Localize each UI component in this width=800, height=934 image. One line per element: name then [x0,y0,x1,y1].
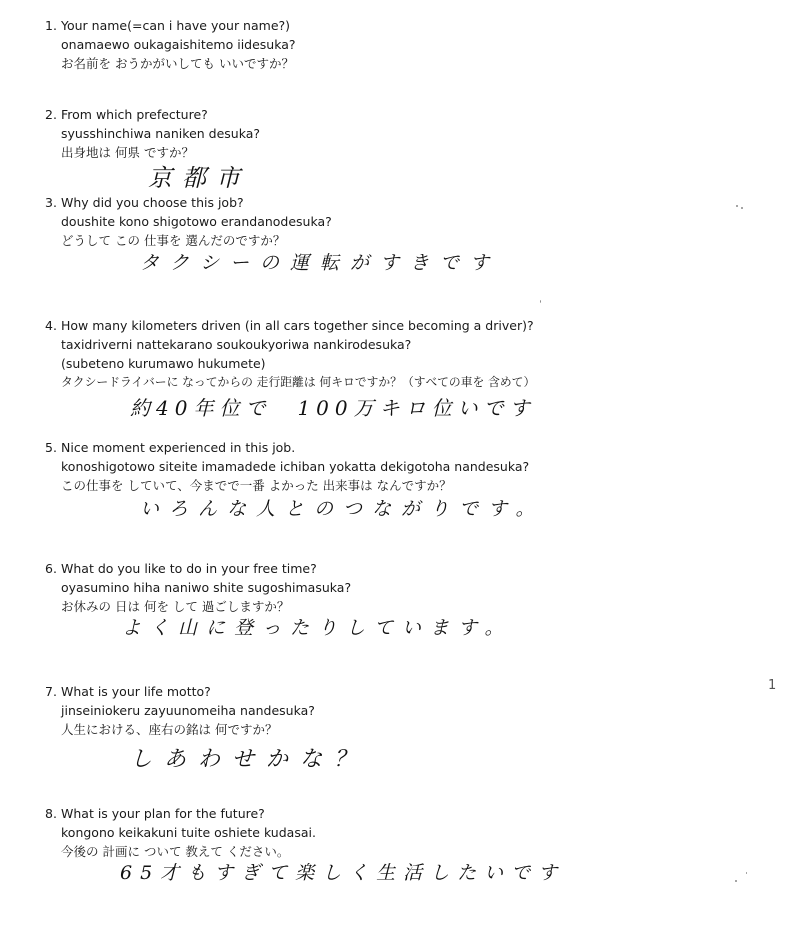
question-english: How many kilometers driven (in all cars together since becoming a driver)? [61,318,534,333]
question-romaji: syusshinchiwa naniken desuka? [61,126,261,141]
question-romaji-note: (subeteno kurumawo hukumete) [61,356,266,371]
scan-speck [746,872,747,874]
question-number: 5. [45,440,57,455]
question-japanese: お休みの 日は 何を して 過ごしますか？ [61,599,290,614]
question-japanese: 今後の 計画に ついて 教えて ください。 [61,844,290,859]
question-3 [45,193,332,250]
handwritten-answer-3: タクシーの運転がすきです [140,252,501,274]
question-english: What is your plan for the future? [61,806,265,821]
cut-off-question-9 [45,928,465,934]
question-romaji: taxidriverni nattekarano soukoukyoriwa nankirodesuka? [61,337,412,352]
question-english: Nice moment experienced in this job. [61,440,296,455]
question-5 [45,438,529,495]
question-7 [45,682,315,739]
question-number: 2. [45,107,57,122]
question-number: 8. [45,806,57,821]
question-number: 6. [45,561,57,576]
handwritten-answer-7: しあわせかな？ [130,747,369,772]
question-japanese: タクシードライバーに なってからの 走行距離は 何キロですか？（すべての車を 含めて） [61,375,536,389]
question-english: Your name(=can i have your name?) [61,18,291,33]
question-number: 4. [45,318,57,333]
scan-speck [540,300,541,303]
question-2 [45,105,260,162]
question-romaji: jinseiniokeru zayuunomeiha nandesuka? [61,703,315,718]
scan-speck [741,207,743,209]
question-english: From which prefecture? [61,107,208,122]
question-japanese: 人生における、座右の銘は 何ですか？ [61,722,278,737]
question-japanese: 出身地は 何県 ですか？ [61,145,194,160]
question-romaji: oyasumino hiha naniwo shite sugoshimasuka? [61,580,352,595]
question-8 [45,804,316,861]
question-1 [45,16,296,73]
question-romaji: doushite kono shigotowo erandanodesuka? [61,214,332,229]
question-number: 1. [45,18,57,33]
question-japanese: どうして この 仕事を 選んだのですか？ [61,233,286,248]
handwritten-answer-4: 約40年位で 100万キロ位いです [130,396,536,420]
question-english: What do you like to do in your free time? [61,561,317,576]
question-english: Why did you choose this job? [61,195,244,210]
question-japanese: お名前を おうかがいしても いいですか？ [61,56,294,71]
handwritten-answer-6: よく山に登ったりしています。 [122,617,513,639]
question-romaji: kongono keikakuni tuite oshiete kudasai. [61,825,316,840]
question-6 [45,559,351,616]
question-english: What is your life motto? [61,684,211,699]
handwritten-answer-2: 京都市 [148,164,250,192]
question-romaji: onamaewo oukagaishitemo iidesuka? [61,37,296,52]
handwritten-answer-5: いろんな人とのつながりです。 [140,498,545,520]
question-romaji: konoshigotowo siteite imamadede ichiban yokatta dekigotoha nandesuka? [61,459,530,474]
question-number: 3. [45,195,57,210]
question-4 [45,316,535,392]
scan-speck [735,880,737,882]
handwritten-answer-8: 65才もすぎて楽しく生活したいです [120,862,566,884]
margin-mark: 1 [768,678,777,693]
question-japanese: この仕事を していて、今までで一番 よかった 出来事は なんですか？ [61,478,452,493]
question-number: 7. [45,684,57,699]
scan-speck [736,205,738,207]
